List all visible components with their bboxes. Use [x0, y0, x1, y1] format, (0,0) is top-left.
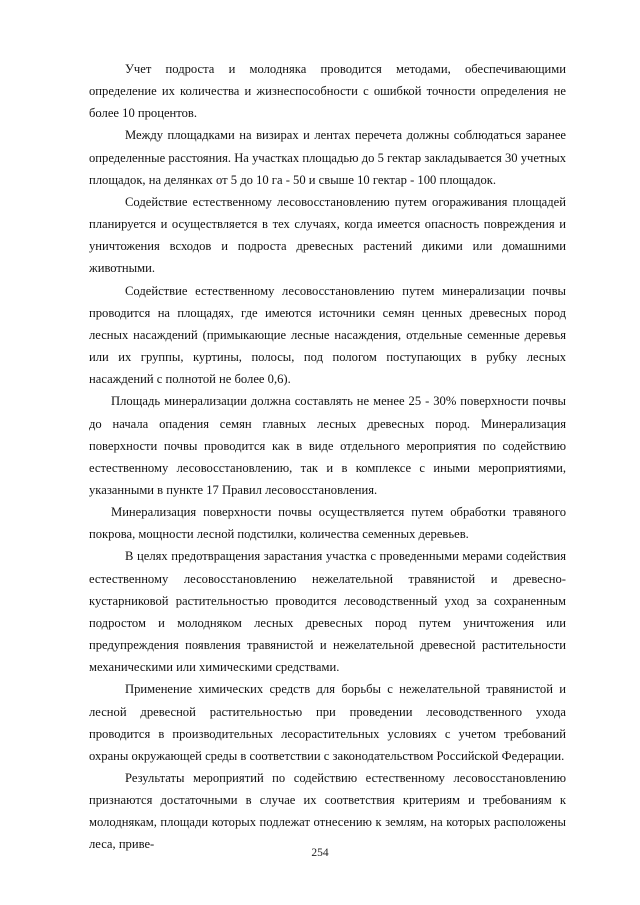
- paragraph-soil-mineralization: Содействие естественному лесовосстановлению путем минерализации почвы проводится на площадях, где имеются источники семян ценных древесных пород лесных насаждений (примыкающие лесные насаждения, отдельные семенные деревья или их группы, куртины, полосы, под пологом поступающих в рубку лесных насаждений с полнотой не более 0,6).: [89, 283, 566, 387]
- page-number: 254: [311, 847, 329, 859]
- paragraph-overgrowth-prevention: В целях предотвращения зарастания участка с проведенными мерами содействия естественному лесовосстановлению нежелательной травянистой и древесно-кустарниковой растительностью проводится лесоводственный уход за сохраненным подростом и молодняком лесных древесных пород путем уничтожения или предупреждения появления травянистой и нежелательной древесной растительности механическими или химическими средствами.: [89, 549, 566, 675]
- document-page: [89, 58, 566, 856]
- paragraph-chemical-means: Применение химических средств для борьбы с нежелательной травянистой и лесной древесной растительностью при проведении лесоводственного ухода проводится в производительных лесорастительных условиях с учетом требований охраны окружающей среды в соответствии с законодательством Российской Федерации.: [89, 682, 566, 763]
- paragraph-plot-distances: Между площадками на визирах и лентах перечета должны соблюдаться заранее определенные расстояния. На участках площадью до 5 гектар закладывается 30 учетных площадок, на делянках от 5 до 10 га - 50 и свыше 10 гектар - 100 площадок.: [89, 128, 566, 187]
- paragraph-undergrowth-accounting: Учет подроста и молодняка проводится методами, обеспечивающими определение их количества и жизнеспособности с ошибкой точности определения не более 10 процентов.: [89, 62, 566, 121]
- paragraph-results: Результаты мероприятий по содействию естественному лесовосстановлению признаются достаточными в случае их соответствия критериям и требованиям к молоднякам, площади которых подлежат отнесению к землям, на которых расположены леса, приве-: [89, 771, 566, 852]
- paragraph-mineralization-area: Площадь минерализации должна составлять не менее 25 - 30% поверхности почвы до начала опадения семян главных лесных древесных пород. Минерализация поверхности почвы проводится как в виде отдельного мероприятия по содействию естественному лесовосстановлению, так и в комплексе с иными мероприятиями, указанными в пункте 17 Правил лесовосстановления.: [89, 394, 566, 497]
- paragraph-mineralization-method: Минерализация поверхности почвы осуществляется путем обработки травяного покрова, мощности лесной подстилки, количества семенных деревьев.: [89, 505, 566, 542]
- paragraph-fencing: Содействие естественному лесовосстановлению путем огораживания площадей планируется и осуществляется в тех случаях, когда имеется опасность повреждения и уничтожения всходов и подроста древесных растений дикими или домашними животными.: [89, 194, 566, 276]
